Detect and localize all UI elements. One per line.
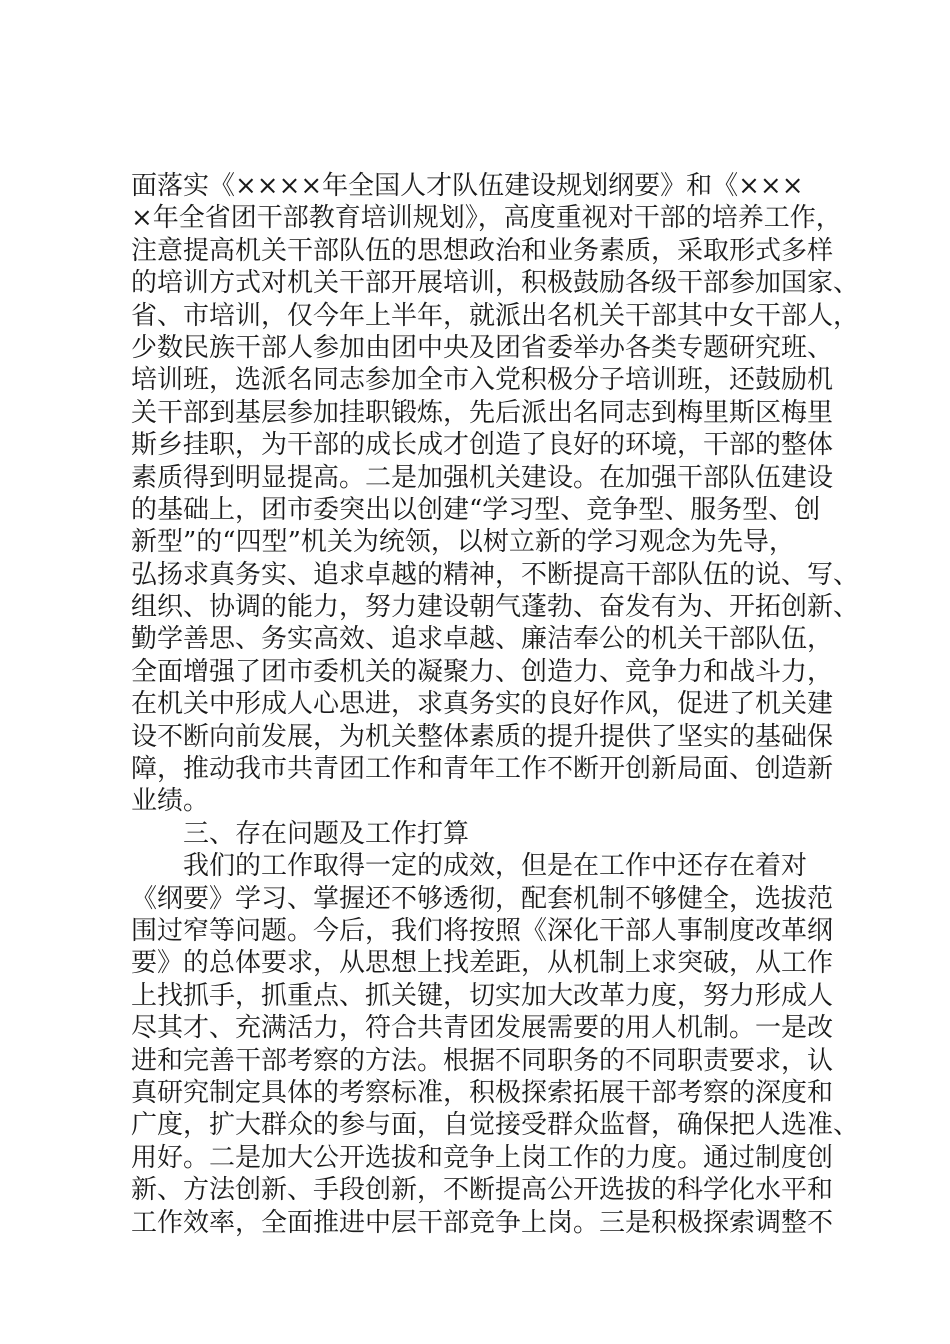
text-line: 围过窄等问题。今后，我们将按照《深化干部人事制度改革纲 [131, 915, 834, 946]
text-line: 尽其才、充满活力，符合共青团发展需要的用人机制。一是改 [131, 1013, 834, 1044]
text-line: 《纲要》学习、掌握还不够透彻，配套机制不够健全，选拔范 [131, 883, 834, 914]
text-line: 真研究制定具体的考察标准，积极探索拓展干部考察的深度和 [131, 1077, 834, 1108]
text-line: 在机关中形成人心思进，求真务实的良好作风，促进了机关建 [131, 689, 834, 720]
text-line: 上找抓手，抓重点、抓关键，切实加大改革力度，努力形成人 [131, 980, 834, 1011]
paragraph-1 [131, 170, 860, 818]
text-line: ×年全省团干部教育培训规划》，高度重视对干部的培养工作， [131, 203, 842, 234]
text-line: 勤学善思、务实高效、追求卓越、廉洁奉公的机关干部队伍， [131, 624, 834, 655]
text-line: 我们的工作取得一定的成效，但是在工作中还存在着对 [183, 851, 808, 882]
text-line: 进和完善干部考察的方法。根据不同职务的不同职责要求，认 [131, 1045, 834, 1076]
text-line: 障，推动我市共青团工作和青年工作不断开创新局面、创造新 [131, 754, 834, 785]
text-line: 要》的总体要求，从思想上找差距，从机制上求突破，从工作 [131, 948, 834, 979]
text-line: 的基础上，团市委突出以创建“学习型、竞争型、服务型、创 [131, 494, 821, 525]
section-heading: 三、存在问题及工作打算 [183, 818, 470, 849]
text-line: 培训班，选派名同志参加全市入党积极分子培训班，还鼓励机 [131, 365, 834, 396]
text-line: 组织、协调的能力，努力建设朝气蓬勃、奋发有为、开拓创新、 [131, 592, 860, 623]
text-line: 全面增强了团市委机关的凝聚力、创造力、竞争力和战斗力， [131, 656, 834, 687]
text-line: 广度，扩大群众的参与面，自觉接受群众监督，确保把人选准、 [131, 1110, 860, 1141]
document-body [131, 170, 860, 1239]
text-line: 关干部到基层参加挂职锻炼，先后派出名同志到梅里斯区梅里 [131, 397, 834, 428]
text-line: 工作效率，全面推进中层干部竞争上岗。三是积极探索调整不 [131, 1207, 834, 1238]
text-line: 新型”的“四型”机关为统领，以树立新的学习观念为先导， [131, 527, 795, 558]
text-line: 注意提高机关干部队伍的思想政治和业务素质，采取形式多样 [131, 235, 834, 266]
text-line: 设不断向前发展，为机关整体素质的提升提供了坚实的基础保 [131, 721, 834, 752]
text-line: 省、市培训，仅今年上半年，就派出名机关干部其中女干部人， [131, 300, 860, 331]
text-line: 斯乡挂职，为干部的成长成才创造了良好的环境，干部的整体 [131, 430, 834, 461]
text-line: 弘扬求真务实、追求卓越的精神，不断提高干部队伍的说、写、 [131, 559, 860, 590]
text-line: 业绩。 [131, 786, 210, 817]
text-line: 少数民族干部人参加由团中央及团省委举办各类专题研究班、 [131, 332, 834, 363]
text-line: 用好。二是加大公开选拔和竞争上岗工作的力度。通过制度创 [131, 1142, 834, 1173]
text-line: 素质得到明显提高。二是加强机关建设。在加强干部队伍建设 [131, 462, 834, 493]
text-line: 新、方法创新、手段创新，不断提高公开选拔的科学化水平和 [131, 1175, 834, 1206]
text-line: 面落实《××××年全国人才队伍建设规划纲要》和《××× [131, 171, 804, 201]
text-line: 的培训方式对机关干部开展培训，积极鼓励各级干部参加国家、 [131, 268, 860, 299]
paragraph-2 [131, 850, 860, 1239]
